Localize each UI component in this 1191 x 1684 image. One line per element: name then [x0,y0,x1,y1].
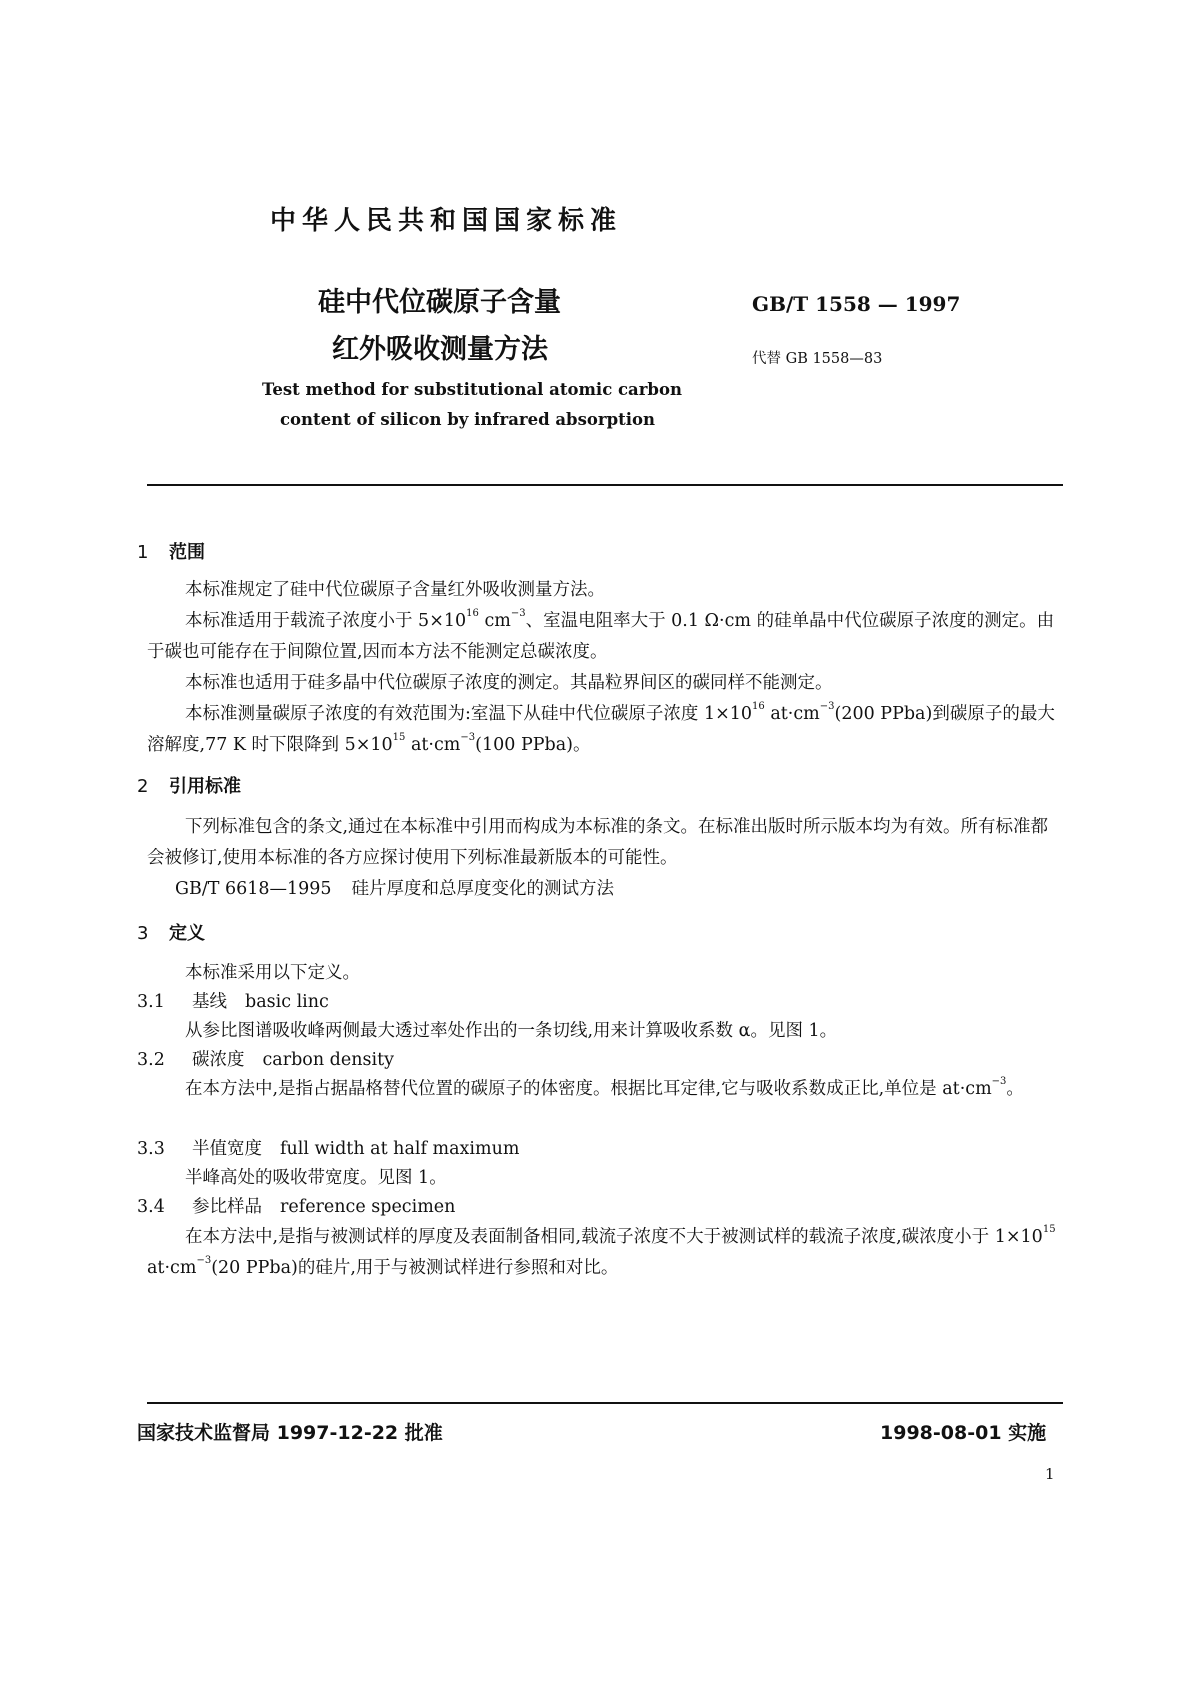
text-span: at·cm [147,1258,197,1278]
definition-3-4-heading [137,1192,455,1223]
superscript: 16 [752,701,765,713]
section-2-number: 2 [137,776,149,797]
title-cn-line2: 红外吸收测量方法 [332,334,548,365]
text-span: at·cm [764,704,820,724]
section-2-paragraph-1: 下列标准包含的条文,通过在本标准中引用而构成为本标准的条文。在标准出版时所示版本均为有效。所有标准都会被修订,使用本标准的各方应探讨使用下列标准最新版本的可能性。 [147,817,1049,868]
definition-3-1-heading [137,987,329,1018]
definition-term-en: full width at half maximum [280,1139,520,1159]
approval-date: 国家技术监督局 1997-12-22 批准 [137,1422,443,1444]
definition-term: 碳浓度 [192,1050,245,1070]
section-1-paragraph-4 [147,699,1063,761]
text-span: (200 PPba)到碳原子的最大溶解度,77 K 时下限降到 5×10 [147,704,1055,755]
national-standard-label: 中华人民共和国国家标准 [270,206,623,236]
implementation-date: 1998-08-01 实施 [880,1422,1047,1444]
text-span: (20 PPba)的硅片,用于与被测试样进行参照和对比。 [211,1258,619,1278]
superscript: −3 [819,701,835,713]
superscript: 15 [392,732,406,744]
definition-term-en: reference specimen [280,1197,456,1217]
title-en-line1: Test method for substitutional atomic carbon [262,380,682,399]
section-2-heading [137,772,241,798]
reference-code: GB/T 6618—1995 [175,879,332,899]
definition-number: 3.1 [137,992,165,1012]
text-span: 、室温电阻率大于 0.1 Ω·cm 的硅单晶中代位碳原子浓度的测定。由于碳也可能存在于间隙位置,因而本方法不能测定总碳浓度。 [147,611,1055,662]
text-span: 本标准适用于载流子浓度小于 5×10 [185,611,467,631]
section-1-paragraph-2 [147,606,1063,668]
superscript: −3 [991,1076,1007,1088]
text-span: cm [478,611,511,631]
definition-3-3-text: 半峰高处的吸收带宽度。见图 1。 [185,1168,447,1188]
definition-term: 参比样品 [192,1197,262,1217]
definition-term-en: carbon density [262,1050,394,1070]
superscript: −3 [510,608,526,620]
definition-number: 3.3 [137,1139,165,1159]
standard-code: GB/T 1558 — 1997 [752,292,961,316]
section-1-number: 1 [137,542,149,563]
definition-3-3-heading [137,1134,519,1165]
superscript: −3 [196,1255,212,1267]
section-3-heading [137,919,205,945]
text-span: (100 PPba)。 [475,735,591,755]
definition-term: 基线 [192,992,227,1012]
title-en-line2: content of silicon by infrared absorption [280,410,655,429]
definition-number: 3.2 [137,1050,165,1070]
header-divider [147,484,1063,486]
definition-term: 半值宽度 [192,1139,262,1159]
section-2-title: 引用标准 [169,776,241,797]
definition-term-en: basic linc [245,992,329,1012]
section-3-intro: 本标准采用以下定义。 [185,963,360,983]
page-number: 1 [1045,1465,1055,1483]
text-span: 。 [1006,1079,1024,1099]
normative-reference [175,874,1055,905]
section-1-heading [137,538,205,564]
footer-divider [147,1402,1063,1404]
section-3-number: 3 [137,923,149,944]
text-span: 在本方法中,是指与被测试样的厚度及表面制备相同,载流子浓度不大于被测试样的载流子浓度,碳浓度小于 1×10 [185,1227,1043,1247]
definition-3-4-text [147,1222,1063,1284]
text-span: at·cm [405,735,461,755]
superscript: −3 [460,732,476,744]
section-3-title: 定义 [169,923,205,944]
text-span: 本标准测量碳原子浓度的有效范围为:室温下从硅中代位碳原子浓度 1×10 [185,704,753,724]
definition-3-2-text [147,1074,1063,1105]
definition-3-1-text: 从参比图谱吸收峰两侧最大透过率处作出的一条切线,用来计算吸收系数 α。见图 1。 [185,1021,838,1041]
text-span: 在本方法中,是指占据晶格替代位置的碳原子的体密度。根据比耳定律,它与吸收系数成正比,单位是 at·cm [185,1079,992,1099]
definition-3-2-heading [137,1045,394,1076]
section-1-title: 范围 [169,542,205,563]
section-1-paragraph-1: 本标准规定了硅中代位碳原子含量红外吸收测量方法。 [185,580,605,600]
definition-number: 3.4 [137,1197,165,1217]
superscript: 15 [1042,1224,1056,1236]
replaces-standard: 代替 GB 1558—83 [752,351,883,367]
reference-title: 硅片厚度和总厚度变化的测试方法 [351,879,615,899]
title-cn-line1: 硅中代位碳原子含量 [318,287,561,318]
superscript: 16 [466,608,479,620]
section-1-paragraph-3: 本标准也适用于硅多晶中代位碳原子浓度的测定。其晶粒界间区的碳同样不能测定。 [185,673,833,693]
